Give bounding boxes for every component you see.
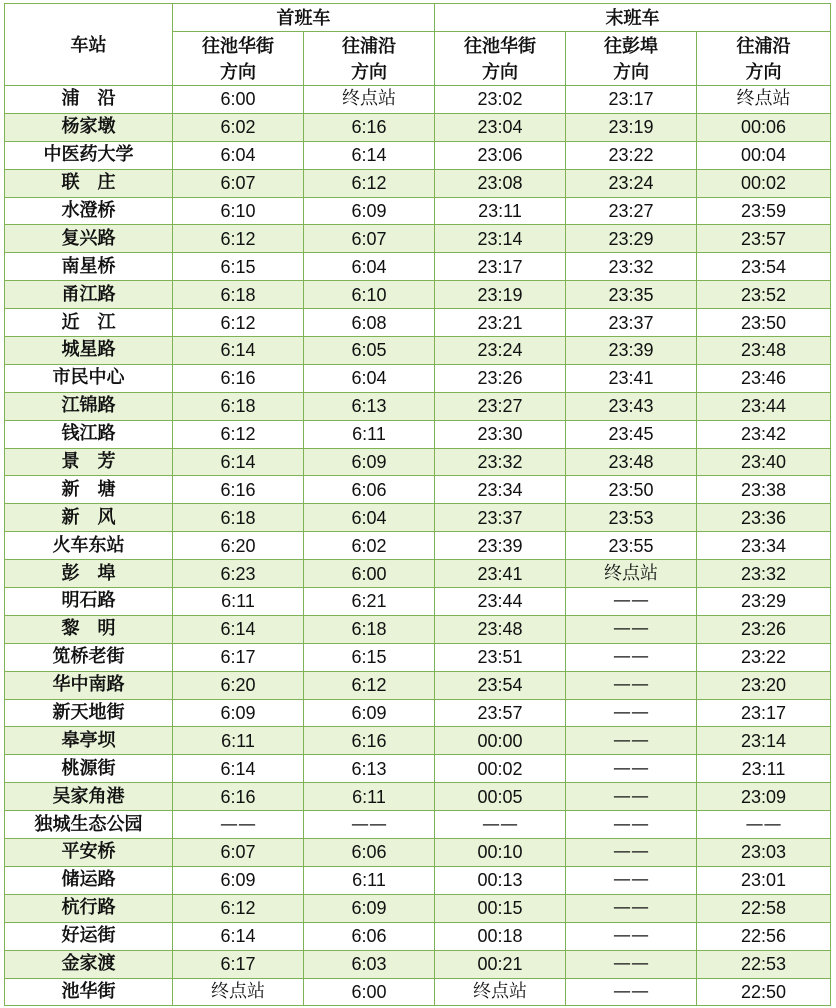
last-train-pool-time-cell: —— (435, 811, 566, 839)
station-name-cell: 新 塘 (5, 476, 173, 504)
last-train-puyan-time-cell: 23:48 (697, 337, 831, 365)
first-train-pool-time-cell: 6:14 (173, 922, 304, 950)
table-row (5, 783, 831, 811)
station-name-cell: 景 芳 (5, 448, 173, 476)
timetable (4, 3, 831, 1006)
last-train-pool-time-cell: 23:06 (435, 141, 566, 169)
first-train-pool-time-cell: 6:09 (173, 699, 304, 727)
first-train-puyan-time-cell: 6:16 (304, 113, 435, 141)
first-train-pool-time-cell: 6:16 (173, 364, 304, 392)
last-train-pool-time-cell: 23:21 (435, 309, 566, 337)
table-row (5, 86, 831, 114)
last-train-pool-time-cell: 23:17 (435, 253, 566, 281)
first-train-puyan-time-cell: 6:10 (304, 281, 435, 309)
first-train-pool-time-cell: 6:12 (173, 309, 304, 337)
last-train-pengbu-time-cell: 23:37 (566, 309, 697, 337)
last-train-pengbu-time-cell: 23:48 (566, 448, 697, 476)
last-train-puyan-time-cell: 23:17 (697, 699, 831, 727)
station-name-cell: 南星桥 (5, 253, 173, 281)
station-name-cell: 独城生态公园 (5, 811, 173, 839)
last-train-pool-time-cell: 23:04 (435, 113, 566, 141)
first-train-pool-time-cell: 6:20 (173, 532, 304, 560)
table-row (5, 839, 831, 867)
first-train-header: 首班车 (173, 4, 435, 32)
last-train-puyan-time-cell: 00:04 (697, 141, 831, 169)
first-train-puyan-time-cell: 6:12 (304, 671, 435, 699)
table-row (5, 169, 831, 197)
last-train-pengbu-time-cell: —— (566, 866, 697, 894)
first-train-puyan-time-cell: 6:11 (304, 420, 435, 448)
table-row (5, 727, 831, 755)
last-train-pool-time-cell: 00:10 (435, 839, 566, 867)
first-train-puyan-time-cell: 6:08 (304, 309, 435, 337)
first-train-pool-time-cell: 6:07 (173, 839, 304, 867)
table-row (5, 560, 831, 588)
last-train-pool-time-cell: 23:54 (435, 671, 566, 699)
first-train-puyan-time-cell: 6:00 (304, 560, 435, 588)
table-row (5, 392, 831, 420)
first-train-pool-time-cell: 6:16 (173, 783, 304, 811)
first-train-puyan-time-cell: 6:15 (304, 643, 435, 671)
first-train-pool-time-cell: 6:14 (173, 337, 304, 365)
first-train-direction-header: 往池华街 方向 (173, 32, 304, 86)
last-train-puyan-time-cell: 23:01 (697, 866, 831, 894)
first-train-puyan-time-cell: 6:04 (304, 504, 435, 532)
first-train-pool-time-cell: 6:17 (173, 643, 304, 671)
last-train-pengbu-time-cell: 23:29 (566, 225, 697, 253)
last-train-pengbu-time-cell: 23:35 (566, 281, 697, 309)
first-train-pool-time-cell: 6:15 (173, 253, 304, 281)
last-train-puyan-time-cell: —— (697, 811, 831, 839)
last-train-pengbu-time-cell: —— (566, 839, 697, 867)
last-train-puyan-time-cell: 23:26 (697, 615, 831, 643)
table-row (5, 476, 831, 504)
last-train-pengbu-time-cell: 终点站 (566, 560, 697, 588)
table-row (5, 866, 831, 894)
last-train-puyan-time-cell: 23:14 (697, 727, 831, 755)
last-train-pool-time-cell: 23:51 (435, 643, 566, 671)
station-name-cell: 钱江路 (5, 420, 173, 448)
table-row (5, 532, 831, 560)
first-train-pool-time-cell: 6:12 (173, 225, 304, 253)
station-name-cell: 明石路 (5, 588, 173, 616)
first-train-puyan-time-cell: 6:13 (304, 755, 435, 783)
first-train-pool-time-cell: 6:02 (173, 113, 304, 141)
last-train-pool-time-cell: 23:24 (435, 337, 566, 365)
last-train-pengbu-time-cell: 23:22 (566, 141, 697, 169)
last-train-pengbu-time-cell: 23:19 (566, 113, 697, 141)
last-train-pool-time-cell: 23:30 (435, 420, 566, 448)
table-row (5, 420, 831, 448)
last-train-direction-header: 往浦沿 方向 (697, 32, 831, 86)
station-name-cell: 金家渡 (5, 950, 173, 978)
station-name-cell: 华中南路 (5, 671, 173, 699)
last-train-puyan-time-cell: 00:06 (697, 113, 831, 141)
table-row (5, 978, 831, 1006)
first-train-direction-header: 往浦沿 方向 (304, 32, 435, 86)
last-train-pengbu-time-cell: —— (566, 922, 697, 950)
first-train-pool-time-cell: 6:09 (173, 866, 304, 894)
last-train-pengbu-time-cell: —— (566, 783, 697, 811)
table-row (5, 337, 831, 365)
last-train-puyan-time-cell: 00:02 (697, 169, 831, 197)
table-row (5, 253, 831, 281)
station-name-cell: 江锦路 (5, 392, 173, 420)
first-train-puyan-time-cell: 6:14 (304, 141, 435, 169)
last-train-pool-time-cell: 23:41 (435, 560, 566, 588)
first-train-puyan-time-cell: 6:05 (304, 337, 435, 365)
station-name-cell: 好运街 (5, 922, 173, 950)
first-train-pool-time-cell: 6:18 (173, 281, 304, 309)
first-train-pool-time-cell: 6:18 (173, 392, 304, 420)
first-train-puyan-time-cell: 6:09 (304, 448, 435, 476)
first-train-pool-time-cell: 6:20 (173, 671, 304, 699)
first-train-pool-time-cell: 6:11 (173, 727, 304, 755)
last-train-puyan-time-cell: 22:50 (697, 978, 831, 1006)
station-name-cell: 浦 沿 (5, 86, 173, 114)
table-row (5, 281, 831, 309)
station-name-cell: 黎 明 (5, 615, 173, 643)
last-train-pool-time-cell: 23:34 (435, 476, 566, 504)
last-train-pengbu-time-cell: 23:27 (566, 197, 697, 225)
first-train-puyan-time-cell: 6:06 (304, 476, 435, 504)
last-train-puyan-time-cell: 23:09 (697, 783, 831, 811)
last-train-pengbu-time-cell: 23:32 (566, 253, 697, 281)
first-train-puyan-time-cell: 6:21 (304, 588, 435, 616)
table-row (5, 671, 831, 699)
first-train-pool-time-cell: 6:12 (173, 894, 304, 922)
last-train-header: 末班车 (435, 4, 831, 32)
table-row (5, 309, 831, 337)
last-train-pool-time-cell: 00:00 (435, 727, 566, 755)
table-row (5, 643, 831, 671)
first-train-pool-time-cell: 6:16 (173, 476, 304, 504)
first-train-puyan-time-cell: 终点站 (304, 86, 435, 114)
last-train-puyan-time-cell: 23:11 (697, 755, 831, 783)
last-train-puyan-time-cell: 23:46 (697, 364, 831, 392)
first-train-pool-time-cell: 6:10 (173, 197, 304, 225)
station-name-cell: 中医药大学 (5, 141, 173, 169)
first-train-pool-time-cell: 6:07 (173, 169, 304, 197)
timetable-body (5, 86, 831, 1006)
last-train-pengbu-time-cell: 23:43 (566, 392, 697, 420)
last-train-pool-time-cell: 23:02 (435, 86, 566, 114)
last-train-pool-time-cell: 23:11 (435, 197, 566, 225)
last-train-pool-time-cell: 23:32 (435, 448, 566, 476)
last-train-pool-time-cell: 00:15 (435, 894, 566, 922)
last-train-puyan-time-cell: 23:32 (697, 560, 831, 588)
last-train-pengbu-time-cell: 23:41 (566, 364, 697, 392)
last-train-pengbu-time-cell: 23:39 (566, 337, 697, 365)
table-row (5, 755, 831, 783)
first-train-puyan-time-cell: 6:09 (304, 197, 435, 225)
last-train-pengbu-time-cell: —— (566, 727, 697, 755)
last-train-puyan-time-cell: 22:56 (697, 922, 831, 950)
first-train-puyan-time-cell: 6:06 (304, 922, 435, 950)
last-train-puyan-time-cell: 23:20 (697, 671, 831, 699)
last-train-pengbu-time-cell: 23:24 (566, 169, 697, 197)
table-row (5, 615, 831, 643)
last-train-puyan-time-cell: 23:50 (697, 309, 831, 337)
station-name-cell: 杨家墩 (5, 113, 173, 141)
first-train-puyan-time-cell: 6:00 (304, 978, 435, 1006)
table-row (5, 588, 831, 616)
table-row (5, 448, 831, 476)
station-name-cell: 火车东站 (5, 532, 173, 560)
table-row (5, 225, 831, 253)
last-train-puyan-time-cell: 22:53 (697, 950, 831, 978)
last-train-puyan-time-cell: 23:44 (697, 392, 831, 420)
table-row (5, 197, 831, 225)
last-train-puyan-time-cell: 23:59 (697, 197, 831, 225)
station-name-cell: 新天地街 (5, 699, 173, 727)
table-row (5, 364, 831, 392)
first-train-puyan-time-cell: 6:12 (304, 169, 435, 197)
last-train-pool-time-cell: 00:02 (435, 755, 566, 783)
first-train-pool-time-cell: 6:14 (173, 615, 304, 643)
last-train-pengbu-time-cell: —— (566, 811, 697, 839)
first-train-puyan-time-cell: 6:04 (304, 253, 435, 281)
last-train-pool-time-cell: 23:39 (435, 532, 566, 560)
last-train-pool-time-cell: 00:13 (435, 866, 566, 894)
last-train-pool-time-cell: 23:26 (435, 364, 566, 392)
last-train-pengbu-time-cell: —— (566, 615, 697, 643)
station-name-cell: 笕桥老街 (5, 643, 173, 671)
last-train-puyan-time-cell: 23:22 (697, 643, 831, 671)
timetable-header (5, 4, 831, 86)
last-train-puyan-time-cell: 23:52 (697, 281, 831, 309)
station-name-cell: 近 江 (5, 309, 173, 337)
last-train-pengbu-time-cell: 23:17 (566, 86, 697, 114)
first-train-puyan-time-cell: 6:11 (304, 866, 435, 894)
first-train-puyan-time-cell: 6:02 (304, 532, 435, 560)
last-train-pengbu-time-cell: —— (566, 950, 697, 978)
first-train-pool-time-cell: —— (173, 811, 304, 839)
last-train-pengbu-time-cell: —— (566, 699, 697, 727)
last-train-pool-time-cell: 23:44 (435, 588, 566, 616)
first-train-puyan-time-cell: 6:18 (304, 615, 435, 643)
first-train-puyan-time-cell: 6:13 (304, 392, 435, 420)
station-name-cell: 平安桥 (5, 839, 173, 867)
first-train-puyan-time-cell: 6:03 (304, 950, 435, 978)
station-name-cell: 彭 埠 (5, 560, 173, 588)
last-train-puyan-time-cell: 23:36 (697, 504, 831, 532)
station-name-cell: 城星路 (5, 337, 173, 365)
last-train-pengbu-time-cell: 23:53 (566, 504, 697, 532)
table-row (5, 894, 831, 922)
first-train-pool-time-cell: 6:17 (173, 950, 304, 978)
last-train-pool-time-cell: 23:37 (435, 504, 566, 532)
last-train-pool-time-cell: 23:08 (435, 169, 566, 197)
first-train-pool-time-cell: 6:18 (173, 504, 304, 532)
last-train-pengbu-time-cell: 23:50 (566, 476, 697, 504)
last-train-pengbu-time-cell: —— (566, 978, 697, 1006)
last-train-puyan-time-cell: 23:29 (697, 588, 831, 616)
first-train-pool-time-cell: 6:12 (173, 420, 304, 448)
last-train-puyan-time-cell: 23:54 (697, 253, 831, 281)
station-name-cell: 吴家角港 (5, 783, 173, 811)
last-train-puyan-time-cell: 23:38 (697, 476, 831, 504)
station-name-cell: 杭行路 (5, 894, 173, 922)
last-train-pengbu-time-cell: —— (566, 643, 697, 671)
station-name-cell: 复兴路 (5, 225, 173, 253)
table-row (5, 141, 831, 169)
last-train-direction-header: 往彭埠 方向 (566, 32, 697, 86)
last-train-puyan-time-cell: 23:03 (697, 839, 831, 867)
station-column-header: 车站 (5, 4, 173, 86)
last-train-pengbu-time-cell: 23:45 (566, 420, 697, 448)
first-train-pool-time-cell: 6:14 (173, 755, 304, 783)
last-train-pengbu-time-cell: —— (566, 755, 697, 783)
station-name-cell: 皋亭坝 (5, 727, 173, 755)
last-train-pool-time-cell: 23:14 (435, 225, 566, 253)
last-train-pool-time-cell: 23:27 (435, 392, 566, 420)
last-train-pengbu-time-cell: 23:55 (566, 532, 697, 560)
station-name-cell: 桃源街 (5, 755, 173, 783)
table-row (5, 922, 831, 950)
last-train-puyan-time-cell: 终点站 (697, 86, 831, 114)
last-train-direction-header: 往池华街 方向 (435, 32, 566, 86)
table-row (5, 811, 831, 839)
first-train-puyan-time-cell: 6:09 (304, 699, 435, 727)
table-row (5, 113, 831, 141)
last-train-pool-time-cell: 23:48 (435, 615, 566, 643)
table-row (5, 950, 831, 978)
station-name-cell: 储运路 (5, 866, 173, 894)
last-train-puyan-time-cell: 23:42 (697, 420, 831, 448)
last-train-puyan-time-cell: 23:40 (697, 448, 831, 476)
last-train-pengbu-time-cell: —— (566, 894, 697, 922)
station-name-cell: 市民中心 (5, 364, 173, 392)
first-train-pool-time-cell: 6:00 (173, 86, 304, 114)
last-train-puyan-time-cell: 23:57 (697, 225, 831, 253)
last-train-pool-time-cell: 00:05 (435, 783, 566, 811)
station-name-cell: 池华街 (5, 978, 173, 1006)
last-train-pool-time-cell: 00:21 (435, 950, 566, 978)
last-train-pool-time-cell: 23:19 (435, 281, 566, 309)
last-train-pool-time-cell: 23:57 (435, 699, 566, 727)
station-name-cell: 甬江路 (5, 281, 173, 309)
last-train-puyan-time-cell: 23:34 (697, 532, 831, 560)
first-train-puyan-time-cell: 6:16 (304, 727, 435, 755)
first-train-pool-time-cell: 6:14 (173, 448, 304, 476)
first-train-puyan-time-cell: 6:07 (304, 225, 435, 253)
first-train-puyan-time-cell: 6:11 (304, 783, 435, 811)
last-train-pool-time-cell: 00:18 (435, 922, 566, 950)
station-name-cell: 联 庄 (5, 169, 173, 197)
last-train-puyan-time-cell: 22:58 (697, 894, 831, 922)
table-row (5, 504, 831, 532)
last-train-pengbu-time-cell: —— (566, 588, 697, 616)
last-train-pengbu-time-cell: —— (566, 671, 697, 699)
first-train-puyan-time-cell: —— (304, 811, 435, 839)
table-row (5, 699, 831, 727)
station-name-cell: 水澄桥 (5, 197, 173, 225)
first-train-pool-time-cell: 6:23 (173, 560, 304, 588)
station-name-cell: 新 风 (5, 504, 173, 532)
first-train-pool-time-cell: 6:11 (173, 588, 304, 616)
first-train-pool-time-cell: 终点站 (173, 978, 304, 1006)
last-train-pool-time-cell: 终点站 (435, 978, 566, 1006)
first-train-puyan-time-cell: 6:09 (304, 894, 435, 922)
first-train-pool-time-cell: 6:04 (173, 141, 304, 169)
first-train-puyan-time-cell: 6:04 (304, 364, 435, 392)
first-train-puyan-time-cell: 6:06 (304, 839, 435, 867)
